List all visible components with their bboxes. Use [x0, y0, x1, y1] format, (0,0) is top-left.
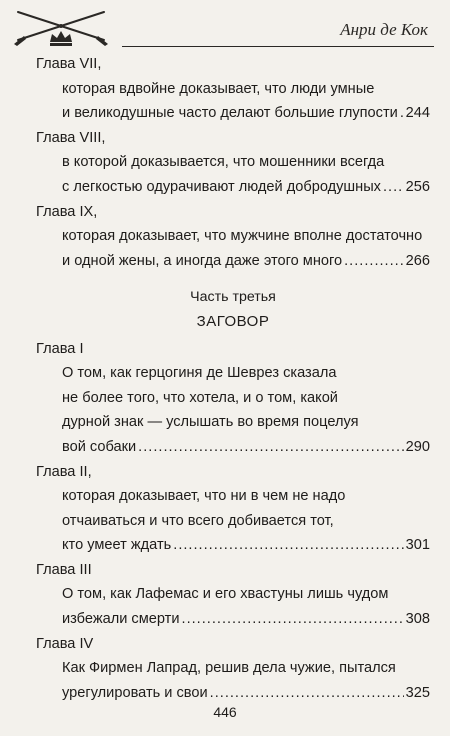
page-number: 308 — [405, 611, 430, 628]
toc-entry — [36, 460, 430, 558]
toc-entry — [36, 337, 430, 460]
chapter-title-last-line — [62, 533, 430, 558]
page-number: 301 — [405, 537, 430, 554]
toc-entry — [36, 200, 430, 274]
chapter-title-last-line — [62, 607, 430, 632]
chapter-heading: Глава IX, — [36, 203, 98, 220]
dot-leader — [344, 249, 404, 274]
chapter-title-text: с легкостью одурачивают людей добродушных — [62, 178, 381, 195]
dot-leader — [138, 435, 403, 460]
chapter-title-line: отчаиваться и что всего добивается тот, — [62, 512, 334, 529]
page-number: 256 — [405, 178, 430, 195]
chapter-title-line: которая вдвойне доказывает, что люди умные — [62, 80, 375, 97]
chapter-title-text: кто умеет ждать — [62, 537, 172, 554]
chapter-title-line: не более того, что хотела, и о том, какой — [62, 389, 338, 406]
chapter-title-line: в которой доказывается, что мошенники всегда — [62, 154, 385, 171]
chapter-title-line: Как Фирмен Лапрад, решив дела чужие, пытался — [62, 660, 396, 677]
toc-entry — [36, 558, 430, 632]
chapter-title-line: которая доказывает, что мужчине вполне достаточно — [62, 228, 423, 245]
crossed-swords-crown-icon — [12, 6, 124, 50]
chapter-title-last-line — [62, 435, 430, 460]
chapter-title-line: дурной знак — услышать во время поцелуя — [62, 414, 359, 431]
dot-leader — [383, 175, 404, 200]
chapter-title-text: урегулировать и свои — [62, 684, 208, 701]
dot-leader — [400, 101, 404, 126]
page-number: 325 — [405, 684, 430, 701]
page-number: 244 — [405, 105, 430, 122]
chapter-heading: Глава IV — [36, 635, 94, 652]
toc-entry — [36, 126, 430, 200]
chapter-title-last-line — [62, 175, 430, 200]
chapter-title-text: и великодушные часто делают большие глупости — [62, 105, 398, 122]
chapter-title-text: вой собаки — [62, 438, 137, 455]
part-title: ЗАГОВОР — [196, 312, 270, 330]
chapter-title-line: которая доказывает, что ни в чем не надо — [62, 488, 346, 505]
chapter-title-last-line — [62, 101, 430, 126]
chapter-title-last-line — [62, 249, 430, 274]
chapter-heading: Глава I — [36, 340, 84, 357]
table-of-contents — [36, 52, 430, 705]
chapter-title-text: и одной жены, а иногда даже этого много — [62, 252, 343, 269]
page-number: 290 — [405, 438, 430, 455]
dot-leader — [210, 681, 404, 706]
toc-entry — [36, 52, 430, 126]
chapter-title-line: О том, как герцогиня де Шеврез сказала — [62, 365, 337, 382]
dot-leader — [182, 607, 404, 632]
chapter-title-text: избежали смерти — [62, 611, 180, 628]
running-header — [0, 0, 450, 56]
header-rule — [122, 46, 434, 47]
author-name: Анри де Кок — [340, 20, 428, 39]
toc-entry — [36, 632, 430, 706]
chapter-heading: Глава III — [36, 561, 92, 578]
chapter-heading: Глава VIII, — [36, 129, 106, 146]
chapter-title-line: О том, как Лафемас и его хвастуны лишь чудом — [62, 586, 389, 603]
chapter-heading: Глава VII, — [36, 56, 102, 72]
page-number: 266 — [405, 252, 430, 269]
part-label: Часть третья — [190, 289, 276, 306]
chapter-heading: Глава II, — [36, 463, 92, 480]
dot-leader — [173, 533, 403, 558]
chapter-title-last-line — [62, 681, 430, 706]
page-folio: 446 — [213, 704, 237, 720]
